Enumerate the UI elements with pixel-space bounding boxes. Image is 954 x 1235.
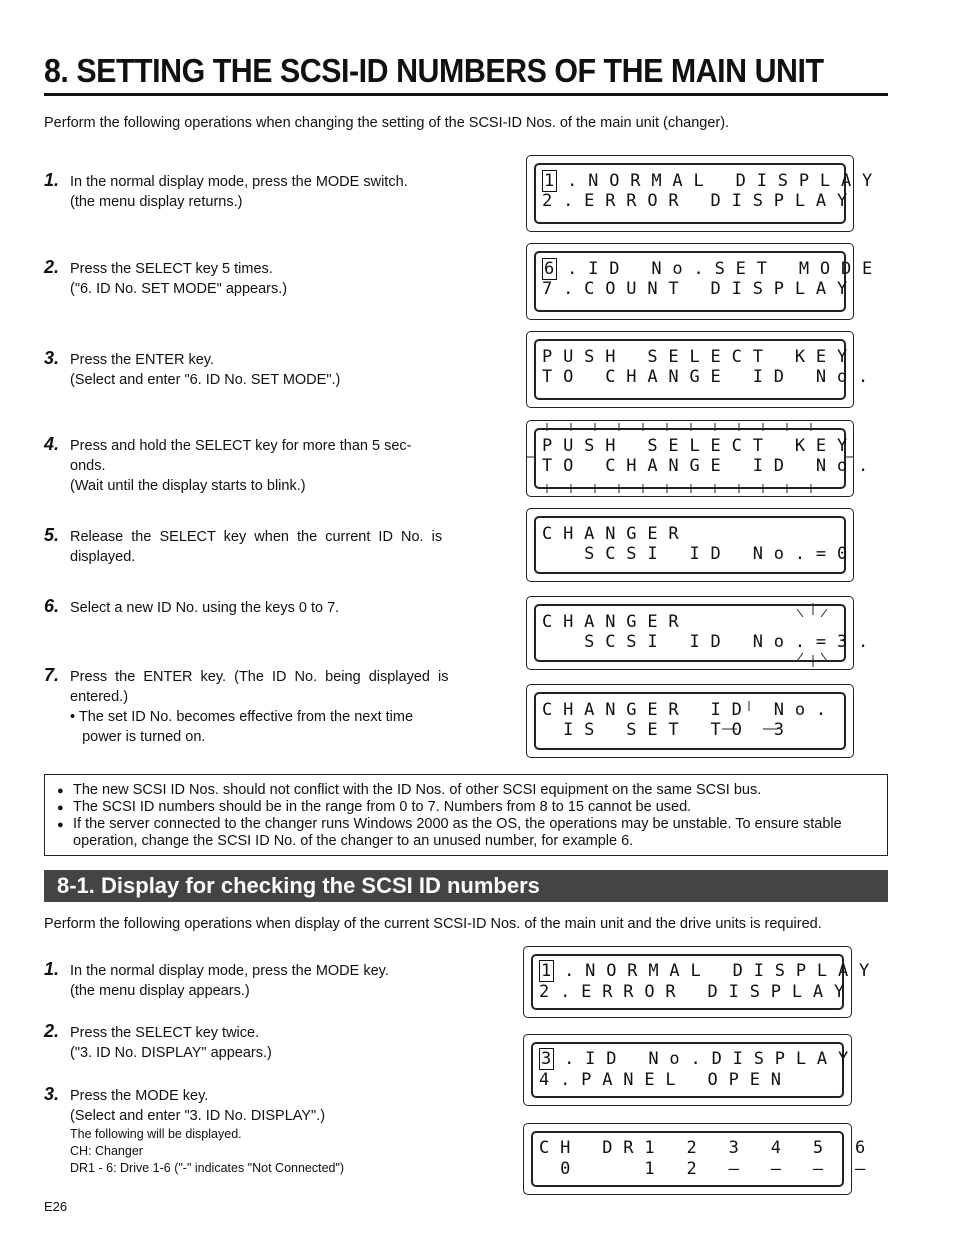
lcd-line-2: I S S E T T O 3 [542, 720, 785, 740]
step-text [70, 350, 446, 390]
text-line: In the normal display mode, press the MODE switch. [70, 174, 408, 190]
text-line: Press and hold the SELECT key for more than 5 sec- [70, 438, 412, 454]
step-text [70, 172, 446, 212]
intro-text: Perform the following operations when changing the setting of the SCSI-ID Nos. of the main unit (changer). [44, 115, 730, 131]
lcd-display-2 [526, 243, 873, 320]
note-text: The SCSI ID numbers should be in the range from 0 to 7. Numbers from 8 to 15 cannot be used. [73, 799, 692, 815]
lcd-line-1: P U S H S E L E C T K E Y [542, 347, 848, 367]
lcd-line-2: 2 . E R R O R D I S P L A Y [539, 982, 845, 1002]
lcd-cursor: 1 [541, 961, 552, 981]
text-line: onds. [70, 458, 106, 474]
text-line: Press the ENTER key. [70, 352, 214, 368]
step-number: 1. [44, 959, 60, 979]
step-item [44, 598, 446, 618]
text-line: The following will be displayed. [70, 1127, 242, 1141]
lcd-cursor: 3 [541, 1049, 552, 1069]
lcd-line-1: C H D R 1 2 3 4 5 6 [539, 1138, 866, 1158]
lcd-line-2: T O C H A N G E I D N o . [542, 456, 869, 476]
text-line: Release the SELECT key when the current ID No. is [70, 529, 443, 545]
note-text: operation, change the SCSI ID No. of the changer to an unused number, for example 6. [73, 833, 634, 849]
step-number: 3. [44, 348, 60, 368]
text-line: Press the MODE key. [70, 1088, 209, 1104]
step-item [44, 259, 446, 299]
bullet-icon: ● [57, 785, 64, 797]
lcd-display-s3 [523, 1123, 866, 1195]
text-line: ("3. ID No. DISPLAY" appears.) [70, 1045, 272, 1061]
step-item [44, 961, 446, 1001]
step-item [44, 1086, 446, 1177]
step-item [44, 1023, 446, 1063]
text-line: (Wait until the display starts to blink.) [70, 478, 306, 494]
text-line: Press the ENTER key. (The ID No. being displayed is [70, 669, 449, 685]
step-text [70, 667, 449, 747]
lcd-line-1: . N O R M A L D I S P L A Y [556, 171, 873, 191]
lcd-line-1: . I D N o . S E T M O D E [556, 259, 873, 279]
lcd-display-6 [526, 596, 869, 670]
step-text [70, 259, 446, 299]
title-rule [44, 93, 888, 96]
step-number: 1. [44, 170, 60, 190]
lcd-line-1: C H A N G E R [542, 524, 679, 544]
text-line: In the normal display mode, press the MODE key. [70, 963, 389, 979]
lcd-line-2: S C S I I D N o . = 3 . [542, 632, 869, 652]
section-heading-bar [44, 870, 888, 902]
text-line: power is turned on. [70, 729, 206, 745]
step-item [44, 527, 446, 567]
text-line: (Select and enter "3. ID No. DISPLAY".) [70, 1108, 326, 1124]
bullet-icon: ● [57, 819, 64, 831]
lcd-line-1: . N O R M A L D I S P L A Y [553, 961, 870, 981]
text-line: ("6. ID No. SET MODE" appears.) [70, 281, 288, 297]
text-line: entered.) [70, 689, 129, 705]
step-text [70, 527, 446, 567]
step-text [70, 1086, 446, 1126]
step-text [70, 961, 446, 1001]
lcd-line-2: 7 . C O U N T D I S P L A Y [542, 279, 848, 299]
notes-box [44, 774, 888, 856]
step-number: 2. [44, 257, 60, 277]
text-line: displayed. [70, 549, 136, 565]
note-text: If the server connected to the changer runs Windows 2000 as the OS, the operations may be unstable. To ensure stable [73, 816, 842, 832]
step-item [44, 172, 446, 212]
lcd-line-2: 2 . E R R O R D I S P L A Y [542, 191, 848, 211]
lcd-cursor: 6 [544, 259, 555, 279]
step-number: 7. [44, 665, 60, 685]
lcd-line-1: C H A N G E R [542, 612, 679, 632]
step-number: 5. [44, 525, 60, 545]
step-text [70, 1023, 446, 1063]
step-detail [70, 1126, 446, 1177]
step-number: 2. [44, 1021, 60, 1041]
lcd-display-7 [526, 684, 854, 758]
text-line: Press the SELECT key 5 times. [70, 261, 273, 277]
step-item [44, 665, 449, 747]
lcd-line-2: 0 1 2 – – – – [539, 1159, 866, 1179]
section-heading: 8-1. Display for checking the SCSI ID numbers [57, 873, 540, 898]
lcd-line-1: P U S H S E L E C T K E Y [542, 436, 848, 456]
text-line: (the menu display appears.) [70, 983, 250, 999]
lcd-display-s2 [523, 1034, 852, 1106]
lcd-line-1: . I D N o . D I S P L A Y [553, 1049, 849, 1069]
text-line: Press the SELECT key twice. [70, 1025, 260, 1041]
step-number: 4. [44, 434, 60, 454]
lcd-line-2: S C S I I D N o . = 0 [542, 544, 848, 564]
step-number: 3. [44, 1084, 60, 1104]
text-line: Select a new ID No. using the keys 0 to 7. [70, 600, 340, 616]
note-text: The new SCSI ID Nos. should not conflict with the ID Nos. of other SCSI equipment on the same SCSI bus. [73, 782, 762, 798]
page-number: E26 [44, 1199, 68, 1214]
lcd-line-2: T O C H A N G E I D N o . [542, 367, 869, 387]
step-text [70, 436, 446, 496]
lcd-line-2: 4 . P A N E L O P E N [539, 1070, 782, 1090]
lcd-line-1: C H A N G E R I D N o . [542, 700, 827, 720]
step-item [44, 436, 446, 496]
bullet-icon: ● [57, 802, 64, 814]
lcd-display-3 [526, 331, 869, 408]
text-line: • The set ID No. becomes effective from the next time [70, 709, 414, 725]
step-number: 6. [44, 596, 60, 616]
step-text [70, 598, 446, 618]
lcd-display-4-blinking [526, 420, 869, 497]
lcd-display-1 [526, 155, 873, 232]
text-line: (the menu display returns.) [70, 194, 243, 210]
text-line: CH: Changer [70, 1144, 143, 1158]
text-line: DR1 - 6: Drive 1-6 ("-" indicates "Not Connected") [70, 1161, 345, 1175]
section-intro-text: Perform the following operations when display of the current SCSI-ID Nos. of the main unit and the drive units is required. [44, 916, 822, 932]
lcd-display-5 [526, 508, 854, 582]
step-item [44, 350, 446, 390]
lcd-cursor: 1 [544, 171, 555, 191]
page-title: 8. SETTING THE SCSI-ID NUMBERS OF THE MAIN UNIT [44, 52, 824, 89]
lcd-display-s1 [523, 946, 870, 1018]
text-line: (Select and enter "6. ID No. SET MODE".) [70, 372, 341, 388]
